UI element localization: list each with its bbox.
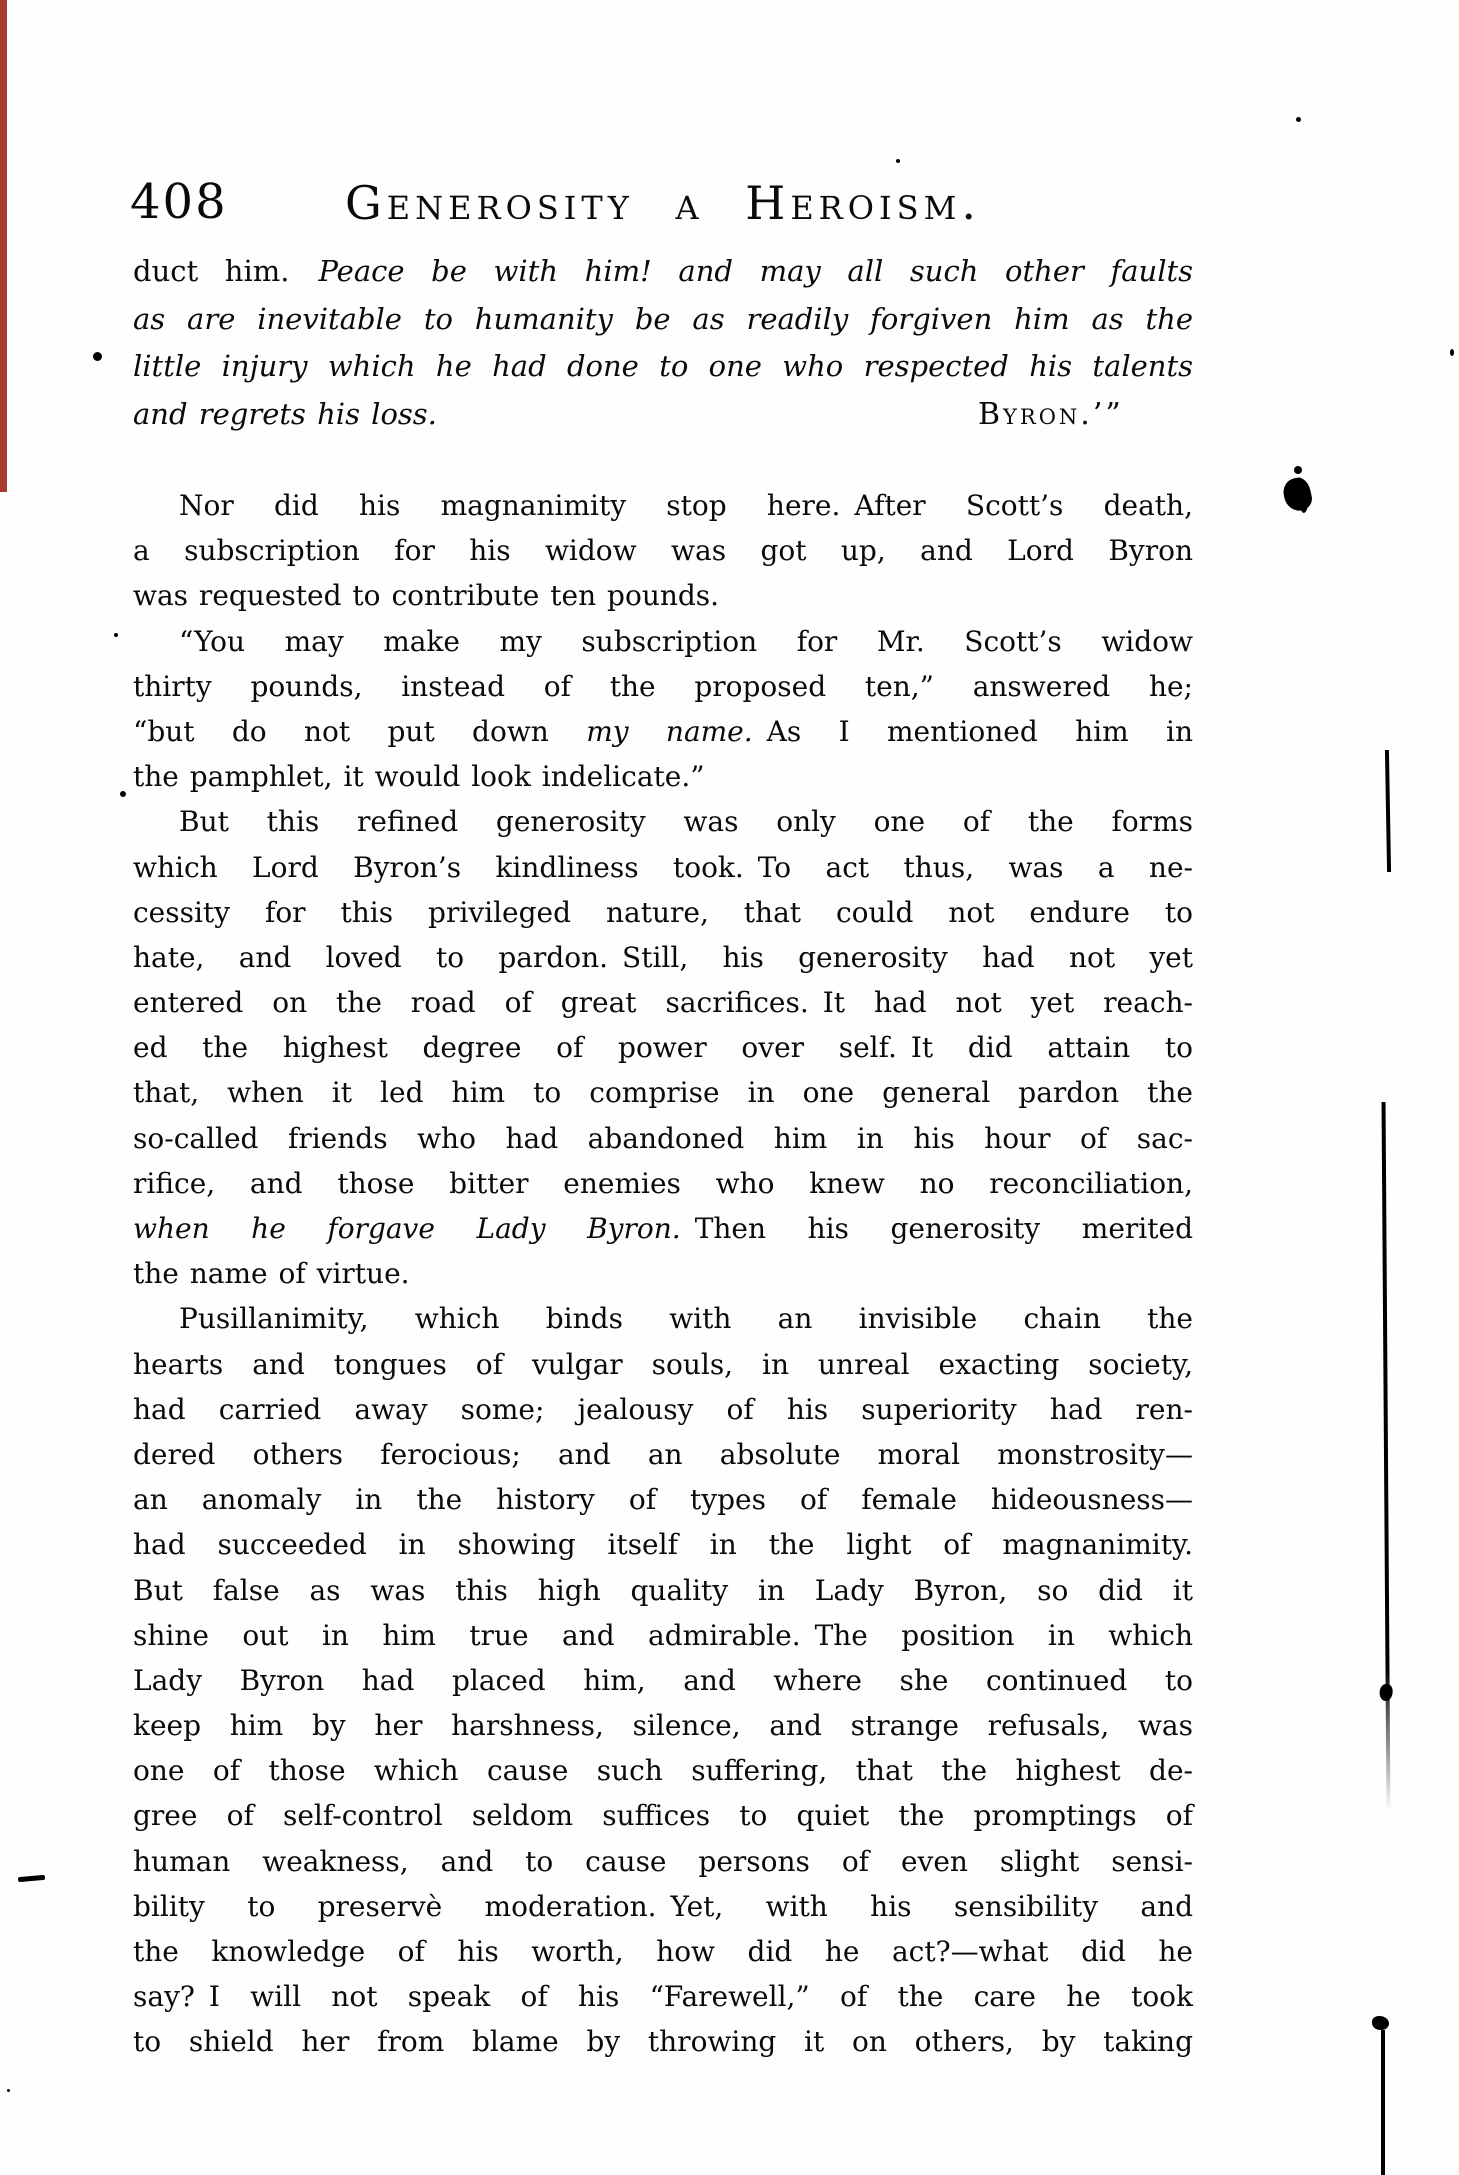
roman-text: rifice, and those bitter enemies who knew no reconciliation, bbox=[133, 1166, 1193, 1200]
text-line bbox=[133, 1929, 1193, 1974]
roman-text: the name of virtue. bbox=[133, 1257, 410, 1291]
ink-speck bbox=[1296, 117, 1301, 122]
text-line bbox=[133, 1161, 1193, 1206]
roman-text: had carried away some; jealousy of his superiority had ren- bbox=[133, 1392, 1193, 1426]
running-header: Generosity a Heroism. bbox=[345, 176, 981, 230]
roman-text: hearts and tongues of vulgar souls, in unreal exacting society, bbox=[133, 1347, 1193, 1381]
text-line bbox=[133, 1839, 1193, 1884]
italic-text: as are inevitable to humanity be as readily forgiven him as the bbox=[133, 301, 1193, 336]
roman-text: one of those which cause such suffering, that the highest de- bbox=[133, 1754, 1193, 1788]
text-line bbox=[133, 1703, 1193, 1748]
text-line bbox=[133, 1296, 1193, 1341]
roman-text: had succeeded in showing itself in the light of magnanimity. bbox=[133, 1528, 1193, 1562]
text-line bbox=[133, 528, 1193, 573]
roman-text: entered on the road of great sacrifices. It had not yet reach- bbox=[133, 986, 1193, 1020]
body-block bbox=[133, 483, 1193, 2065]
text-line bbox=[133, 1613, 1193, 1658]
text-line bbox=[133, 1116, 1193, 1161]
text-line bbox=[133, 2019, 1193, 2064]
roman-text: shine out in him true and admirable. The position in which bbox=[133, 1618, 1193, 1652]
roman-text: the pamphlet, it would look indelicate.” bbox=[133, 760, 705, 794]
roman-text: was requested to contribute ten pounds. bbox=[133, 579, 720, 613]
roman-text: Pusillanimity, which binds with an invisible chain the bbox=[179, 1302, 1193, 1336]
text-line bbox=[133, 573, 1193, 618]
text-line bbox=[133, 1568, 1193, 1613]
italic-text: my name. bbox=[586, 714, 753, 748]
text-line bbox=[133, 1206, 1193, 1251]
text-line bbox=[133, 890, 1193, 935]
text-line bbox=[133, 391, 1193, 439]
roman-text: that, when it led him to comprise in one general pardon the bbox=[133, 1076, 1193, 1110]
italic-text: and regrets his loss. bbox=[133, 396, 437, 431]
pencil-margin-line-2 bbox=[1382, 1102, 1391, 1812]
roman-text: to shield her from blame by throwing it on others, by taking bbox=[133, 2025, 1193, 2059]
roman-text: Nor did his magnanimity stop here. After Scott’s death, bbox=[179, 489, 1193, 522]
roman-text: ed the highest degree of power over self. It did attain to bbox=[133, 1031, 1193, 1065]
text-line bbox=[133, 1342, 1193, 1387]
roman-text: dered others ferocious; and an absolute moral monstrosity— bbox=[133, 1437, 1193, 1471]
quote-block bbox=[133, 248, 1193, 438]
text-line bbox=[133, 709, 1193, 754]
text-line bbox=[133, 1748, 1193, 1793]
text-line bbox=[133, 754, 1193, 799]
roman-text: so-called friends who had abandoned him in his hour of sac- bbox=[133, 1121, 1193, 1155]
text-line bbox=[133, 1974, 1193, 2019]
roman-text: the knowledge of his worth, how did he act?—what did he bbox=[133, 1935, 1193, 1968]
roman-text: cessity for this privileged nature, that could not endure to bbox=[133, 895, 1193, 929]
roman-text: an anomaly in the history of types of female hideousness— bbox=[133, 1483, 1193, 1517]
text-line bbox=[133, 1477, 1193, 1522]
italic-text: Peace be with him! and may all such other faults bbox=[318, 254, 1194, 288]
roman-text: keep him by her harshness, silence, and strange refusals, was bbox=[133, 1709, 1193, 1743]
ink-speck bbox=[7, 2089, 10, 2092]
roman-text: a subscription for his widow was got up, and Lord Byron bbox=[133, 534, 1193, 568]
page-number: 408 bbox=[130, 174, 228, 230]
text-line bbox=[133, 619, 1193, 664]
text-line bbox=[133, 1251, 1193, 1296]
ink-blot bbox=[1281, 476, 1314, 514]
ink-speck bbox=[1450, 349, 1454, 356]
roman-text: Lady Byron had placed him, and where she continued to bbox=[133, 1663, 1193, 1697]
text-line bbox=[133, 483, 1193, 528]
text-line bbox=[133, 845, 1193, 890]
ink-speck bbox=[114, 633, 118, 637]
roman-text: But this refined generosity was only one of the forms bbox=[179, 805, 1193, 839]
text-line bbox=[133, 1025, 1193, 1070]
text-line bbox=[133, 296, 1193, 344]
ink-speck bbox=[1294, 466, 1302, 474]
text-line bbox=[133, 1387, 1193, 1432]
pencil-margin-line-1 bbox=[1385, 750, 1391, 872]
roman-text: duct him. bbox=[133, 254, 319, 288]
italic-text: little injury which he had done to one who respected his talents bbox=[133, 349, 1193, 383]
pencil-margin-line-3 bbox=[1381, 2030, 1385, 2175]
text-line bbox=[133, 980, 1193, 1025]
roman-text: bility to preservè moderation. Yet, with his sensibility and bbox=[133, 1889, 1193, 1923]
roman-text: But false as was this high quality in Lady Byron, so did it bbox=[133, 1573, 1193, 1607]
italic-text: when he forgave Lady Byron. bbox=[133, 1212, 681, 1245]
text-line bbox=[133, 1522, 1193, 1567]
text-line bbox=[133, 1070, 1193, 1115]
roman-text: “but do not put down bbox=[133, 714, 587, 748]
text-line bbox=[133, 1884, 1193, 1929]
text-line bbox=[133, 1658, 1193, 1703]
text-line bbox=[133, 248, 1193, 296]
text-line bbox=[133, 1793, 1193, 1838]
text-line bbox=[133, 664, 1193, 709]
roman-text: which Lord Byron’s kindliness took. To act thus, was a ne- bbox=[133, 850, 1193, 884]
text-line bbox=[133, 799, 1193, 844]
roman-text: hate, and loved to pardon. Still, his generosity had not yet bbox=[133, 940, 1193, 974]
red-scan-edge bbox=[0, 0, 7, 492]
ink-speck bbox=[896, 159, 900, 163]
roman-text: say? I will not speak of his “Farewell,” of the care he took bbox=[133, 1980, 1193, 2014]
roman-text: human weakness, and to cause persons of even slight sensi- bbox=[133, 1844, 1193, 1878]
quote-attribution: Byron.’” bbox=[978, 396, 1124, 432]
roman-text: Then his generosity merited bbox=[680, 1212, 1193, 1245]
roman-text: thirty pounds, instead of the proposed ten,” answered he; bbox=[133, 669, 1193, 703]
roman-text: “You may make my subscription for Mr. Scott’s widow bbox=[179, 624, 1193, 658]
ink-dash bbox=[18, 1875, 45, 1882]
ink-speck bbox=[120, 791, 126, 797]
text-line bbox=[133, 343, 1193, 391]
roman-text: As I mentioned him in bbox=[752, 714, 1193, 748]
text-line bbox=[133, 935, 1193, 980]
ink-speck bbox=[93, 352, 102, 361]
text-line bbox=[133, 1432, 1193, 1477]
roman-text: gree of self-control seldom suffices to quiet the promptings of bbox=[133, 1799, 1193, 1833]
